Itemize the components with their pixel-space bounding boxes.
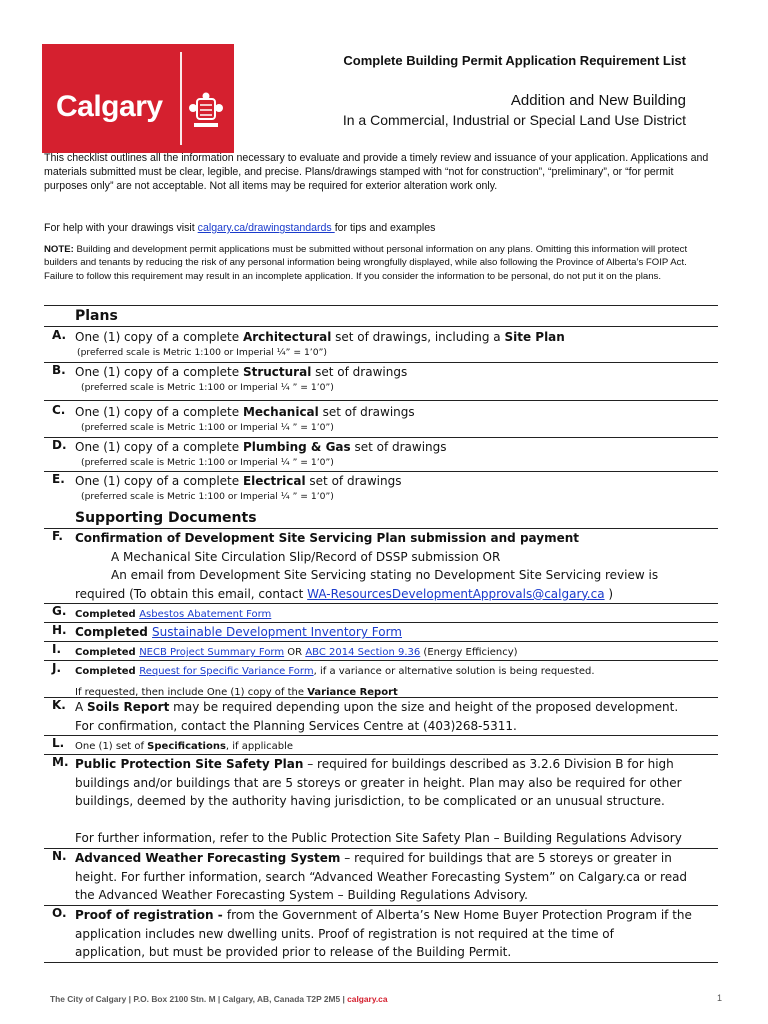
item-bold: Advanced Weather Forecasting System (75, 851, 341, 865)
scale-note: (preferred scale is Metric 1:100 or Imperial ¼ ” = 1’0”) (81, 381, 334, 393)
item-label: O. (52, 906, 67, 920)
item-label: E. (52, 472, 65, 486)
help-text-after: for tips and examples (334, 222, 436, 234)
item-text: application, but must be provided prior to release of the Building Permit. (75, 945, 512, 959)
item-text: An email from Development Site Servicing stating no Development Site Servicing review is (111, 568, 659, 582)
logo-text: Calgary (56, 90, 163, 123)
item-text: may be required depending upon the size and height of the proposed development. (169, 700, 679, 714)
item-text: ) (604, 586, 614, 601)
item-bold: Completed (75, 625, 153, 639)
item-label: B. (52, 363, 66, 377)
calgary-logo (42, 44, 234, 153)
help-text-before: For help with your drawings visit (44, 222, 198, 234)
divider (44, 326, 718, 327)
item-text: , if a variance or alternative solution is being requested. (313, 666, 595, 677)
item-bold: Architectural (242, 330, 332, 344)
item-label: G. (52, 604, 67, 618)
item-bold: Site Plan (504, 330, 565, 344)
item-text: One (1) copy of a complete (75, 365, 243, 379)
item-label: N. (52, 849, 67, 863)
item-text: One (1) copy of a complete (75, 330, 243, 344)
section-plans-heading: Plans (75, 308, 118, 324)
item-label: C. (52, 403, 66, 417)
item-text: A (75, 700, 88, 714)
item-bold: Completed (75, 666, 140, 677)
item-text: set of drawings (311, 365, 408, 379)
item-bold: Specifications (147, 741, 226, 752)
footer-address: The City of Calgary | P.O. Box 2100 Stn. M | Calgary, AB, Canada T2P 2M5 | (50, 994, 348, 1004)
item-text: set of drawings (350, 440, 447, 454)
item-text: the Advanced Weather Forecasting System – Building Regulations Advisory. (75, 888, 528, 902)
scale-note: (preferred scale is Metric 1:100 or Imperial ¼ ” = 1’0”) (81, 421, 334, 433)
note-paragraph (44, 243, 714, 283)
scale-note: (preferred scale is Metric 1:100 or Imperial ¼ ” = 1’0”) (81, 456, 334, 468)
item-text: If requested, then include One (1) copy of the (75, 686, 308, 698)
calgary-website-link[interactable]: calgary.ca (347, 994, 388, 1004)
item-bold: Completed (75, 609, 140, 620)
resources-email-link[interactable]: WA-ResourcesDevelopmentApprovals@calgary.ca (307, 586, 605, 601)
item-text: One (1) copy of a complete (75, 474, 243, 488)
item-bold: Public Protection Site Safety Plan (75, 757, 304, 771)
document-subtitle: Addition and New Building (510, 92, 686, 109)
page-number: 1 (716, 993, 722, 1003)
city-crest-icon (188, 90, 224, 130)
item-label: I. (52, 642, 62, 656)
section-supporting-heading: Supporting Documents (75, 510, 257, 526)
item-text: A Mechanical Site Circulation Slip/Record of DSSP submission OR (111, 549, 501, 564)
divider (44, 400, 718, 401)
item-bold: Proof of registration - (75, 908, 227, 922)
item-text: One (1) copy of a complete (75, 440, 243, 454)
item-text: from the Government of Alberta’s New Home Buyer Protection Program if the (226, 908, 692, 922)
item-bold: Confirmation of Development Site Servicing Plan submission and payment (75, 531, 580, 545)
divider (44, 305, 718, 306)
item-bold: Soils Report (87, 700, 170, 714)
item-text: buildings, deemed by the authority having jurisdiction, to be complicated or an unusual structure. (75, 794, 665, 808)
item-bold: Mechanical (242, 405, 319, 419)
item-text: – required for buildings described as 3.2.6 Division B for high (303, 757, 674, 771)
scale-note: (preferred scale is Metric 1:100 or Imperial ¼ ” = 1’0”) (81, 490, 334, 502)
item-label: L. (52, 736, 65, 750)
abc-section-link[interactable]: ABC 2014 Section 9.36 (305, 647, 421, 658)
variance-form-link[interactable]: Request for Specific Variance Form (139, 666, 314, 677)
item-text: – required for buildings that are 5 storeys or greater in (340, 851, 672, 865)
item-text: required (To obtain this email, contact (75, 586, 308, 601)
item-label: M. (52, 755, 69, 769)
item-label: F. (52, 529, 63, 543)
document-subtitle-district: In a Commercial, Industrial or Special Land Use District (342, 112, 686, 128)
item-bold: Electrical (242, 474, 306, 488)
item-text: One (1) copy of a complete (75, 405, 243, 419)
item-label: H. (52, 623, 67, 637)
note-label: NOTE: (44, 244, 74, 255)
item-text: For confirmation, contact the Planning Services Centre at (403)268-5311. (75, 718, 517, 733)
item-text: height. For further information, search “Advanced Weather Forecasting System” on Calgary.ca or read (75, 869, 688, 884)
footer (50, 994, 388, 1004)
item-text: buildings and/or buildings that are 5 storeys or greater in height. Plan may also be required for other (75, 775, 682, 790)
asbestos-form-link[interactable]: Asbestos Abatement Form (139, 609, 272, 620)
item-text: One (1) set of (75, 741, 148, 752)
item-text: (Energy Efficiency) (420, 647, 518, 658)
scale-note: (preferred scale is Metric 1:100 or Imperial ¼” = 1’0”) (77, 346, 327, 358)
note-text: Building and development permit applications must be submitted without personal information on any plans. Omitting this information will protect builders and tenants by reducing the risk of any personal information being wrongfully displayed, while also following the Province of Alberta’s FOIP Act. Failure to follow this requirement may result in an incomplete application. If you consider the information to be personal, do not put it on the plans. (44, 244, 688, 282)
drawing-standards-link[interactable]: calgary.ca/drawingstandards (197, 222, 335, 234)
item-text: For further information, refer to the Public Protection Site Safety Plan – Building Regulations Advisory (75, 831, 682, 845)
necb-summary-form-link[interactable]: NECB Project Summary Form (139, 647, 285, 658)
item-text: , if applicable (225, 741, 294, 752)
intro-paragraph: This checklist outlines all the information necessary to evaluate and provide a timely review and issuance of your application. Applications and materials submitted must be clear, legible, and precise. Plans/drawings stamped with “not for construction”, “preliminary”, or “for permit purposes only” are not acceptable. Not all items may be required for exterior alteration work only. (44, 152, 709, 193)
item-bold: Structural (242, 365, 312, 379)
help-paragraph (44, 221, 714, 235)
item-bold: Completed (75, 647, 140, 658)
item-bold: Plumbing & Gas (242, 440, 351, 454)
item-label: K. (52, 698, 66, 712)
item-text: application includes new dwelling units. Proof of registration is not required at the time of (75, 926, 614, 941)
item-label: D. (52, 438, 67, 452)
item-text: set of drawings, including a (331, 330, 505, 344)
divider (44, 962, 718, 963)
item-text: set of drawings (318, 405, 415, 419)
item-label: J. (52, 661, 62, 675)
document-title: Complete Building Permit Application Requirement List (343, 53, 686, 68)
sustainable-inventory-form-link[interactable]: Sustainable Development Inventory Form (152, 625, 402, 639)
logo-divider (180, 52, 182, 145)
item-text: set of drawings (305, 474, 402, 488)
item-text: OR (284, 647, 306, 658)
item-bold: Variance Report (307, 686, 398, 698)
item-label: A. (52, 328, 67, 342)
